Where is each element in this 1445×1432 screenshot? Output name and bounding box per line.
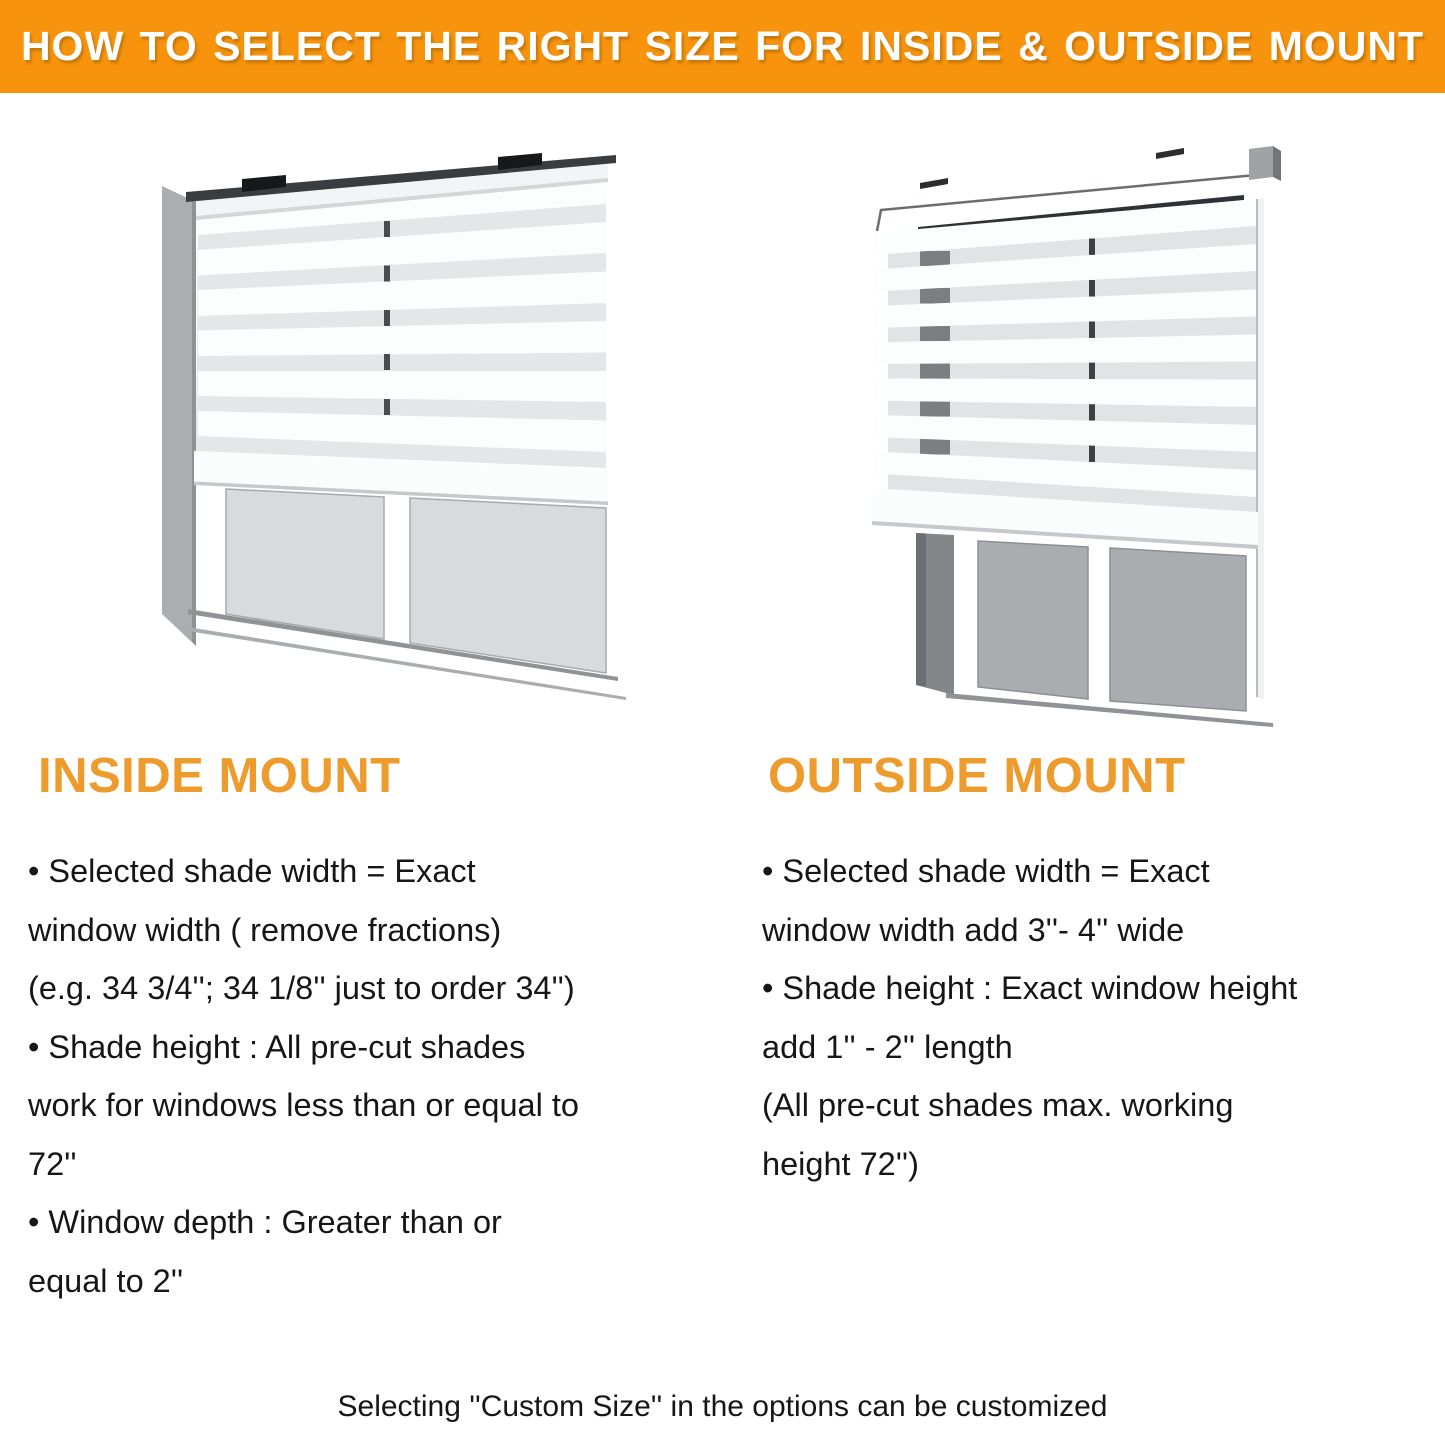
spec-line: (All pre-cut shades max. working (762, 1087, 1234, 1123)
outside-mount-illustration (858, 143, 1330, 731)
spec-line: equal to 2'' (28, 1262, 184, 1299)
window-glass (916, 533, 1273, 727)
inside-mount-window-drawing (148, 148, 640, 716)
spec-line: • Selected shade width = Exact (762, 853, 1210, 889)
spec-line: window width ( remove fractions) (28, 911, 502, 948)
inside-mount-specs (28, 842, 728, 1310)
spec-line: • Selected shade width = Exact (28, 853, 476, 889)
footer-note: Selecting ''Custom Size'' in the options can be customized (337, 1390, 1108, 1423)
zebra-shade (194, 173, 608, 505)
inside-mount-illustration (148, 148, 640, 716)
window-frame (162, 186, 196, 646)
spec-line: • Shade height : All pre-cut shades (28, 1028, 526, 1065)
spec-line: • Window depth : Greater than or (28, 1204, 502, 1240)
spec-line: height 72'') (762, 1145, 919, 1182)
outside-mount-heading: OUTSIDE MOUNT (768, 749, 1186, 803)
banner (0, 0, 1445, 93)
inside-mount-heading: INSIDE MOUNT (38, 749, 401, 803)
outside-mount-specs (762, 842, 1442, 1193)
spec-line: add 1'' - 2'' length (762, 1028, 1013, 1065)
window-glass (181, 489, 626, 700)
spec-line: work for windows less than or equal to (28, 1087, 579, 1123)
spec-line: (e.g. 34 3/4''; 34 1/8'' just to order 34'') (28, 970, 575, 1006)
spec-line: window width add 3''- 4'' wide (762, 911, 1185, 948)
outside-mount-window-drawing (858, 143, 1330, 731)
spec-line: • Shade height : Exact window height (762, 970, 1298, 1006)
spec-line: 72'' (28, 1145, 77, 1182)
banner-title: HOW TO SELECT THE RIGHT SIZE FOR INSIDE & OUTSIDE MOUNT (20, 23, 1425, 69)
